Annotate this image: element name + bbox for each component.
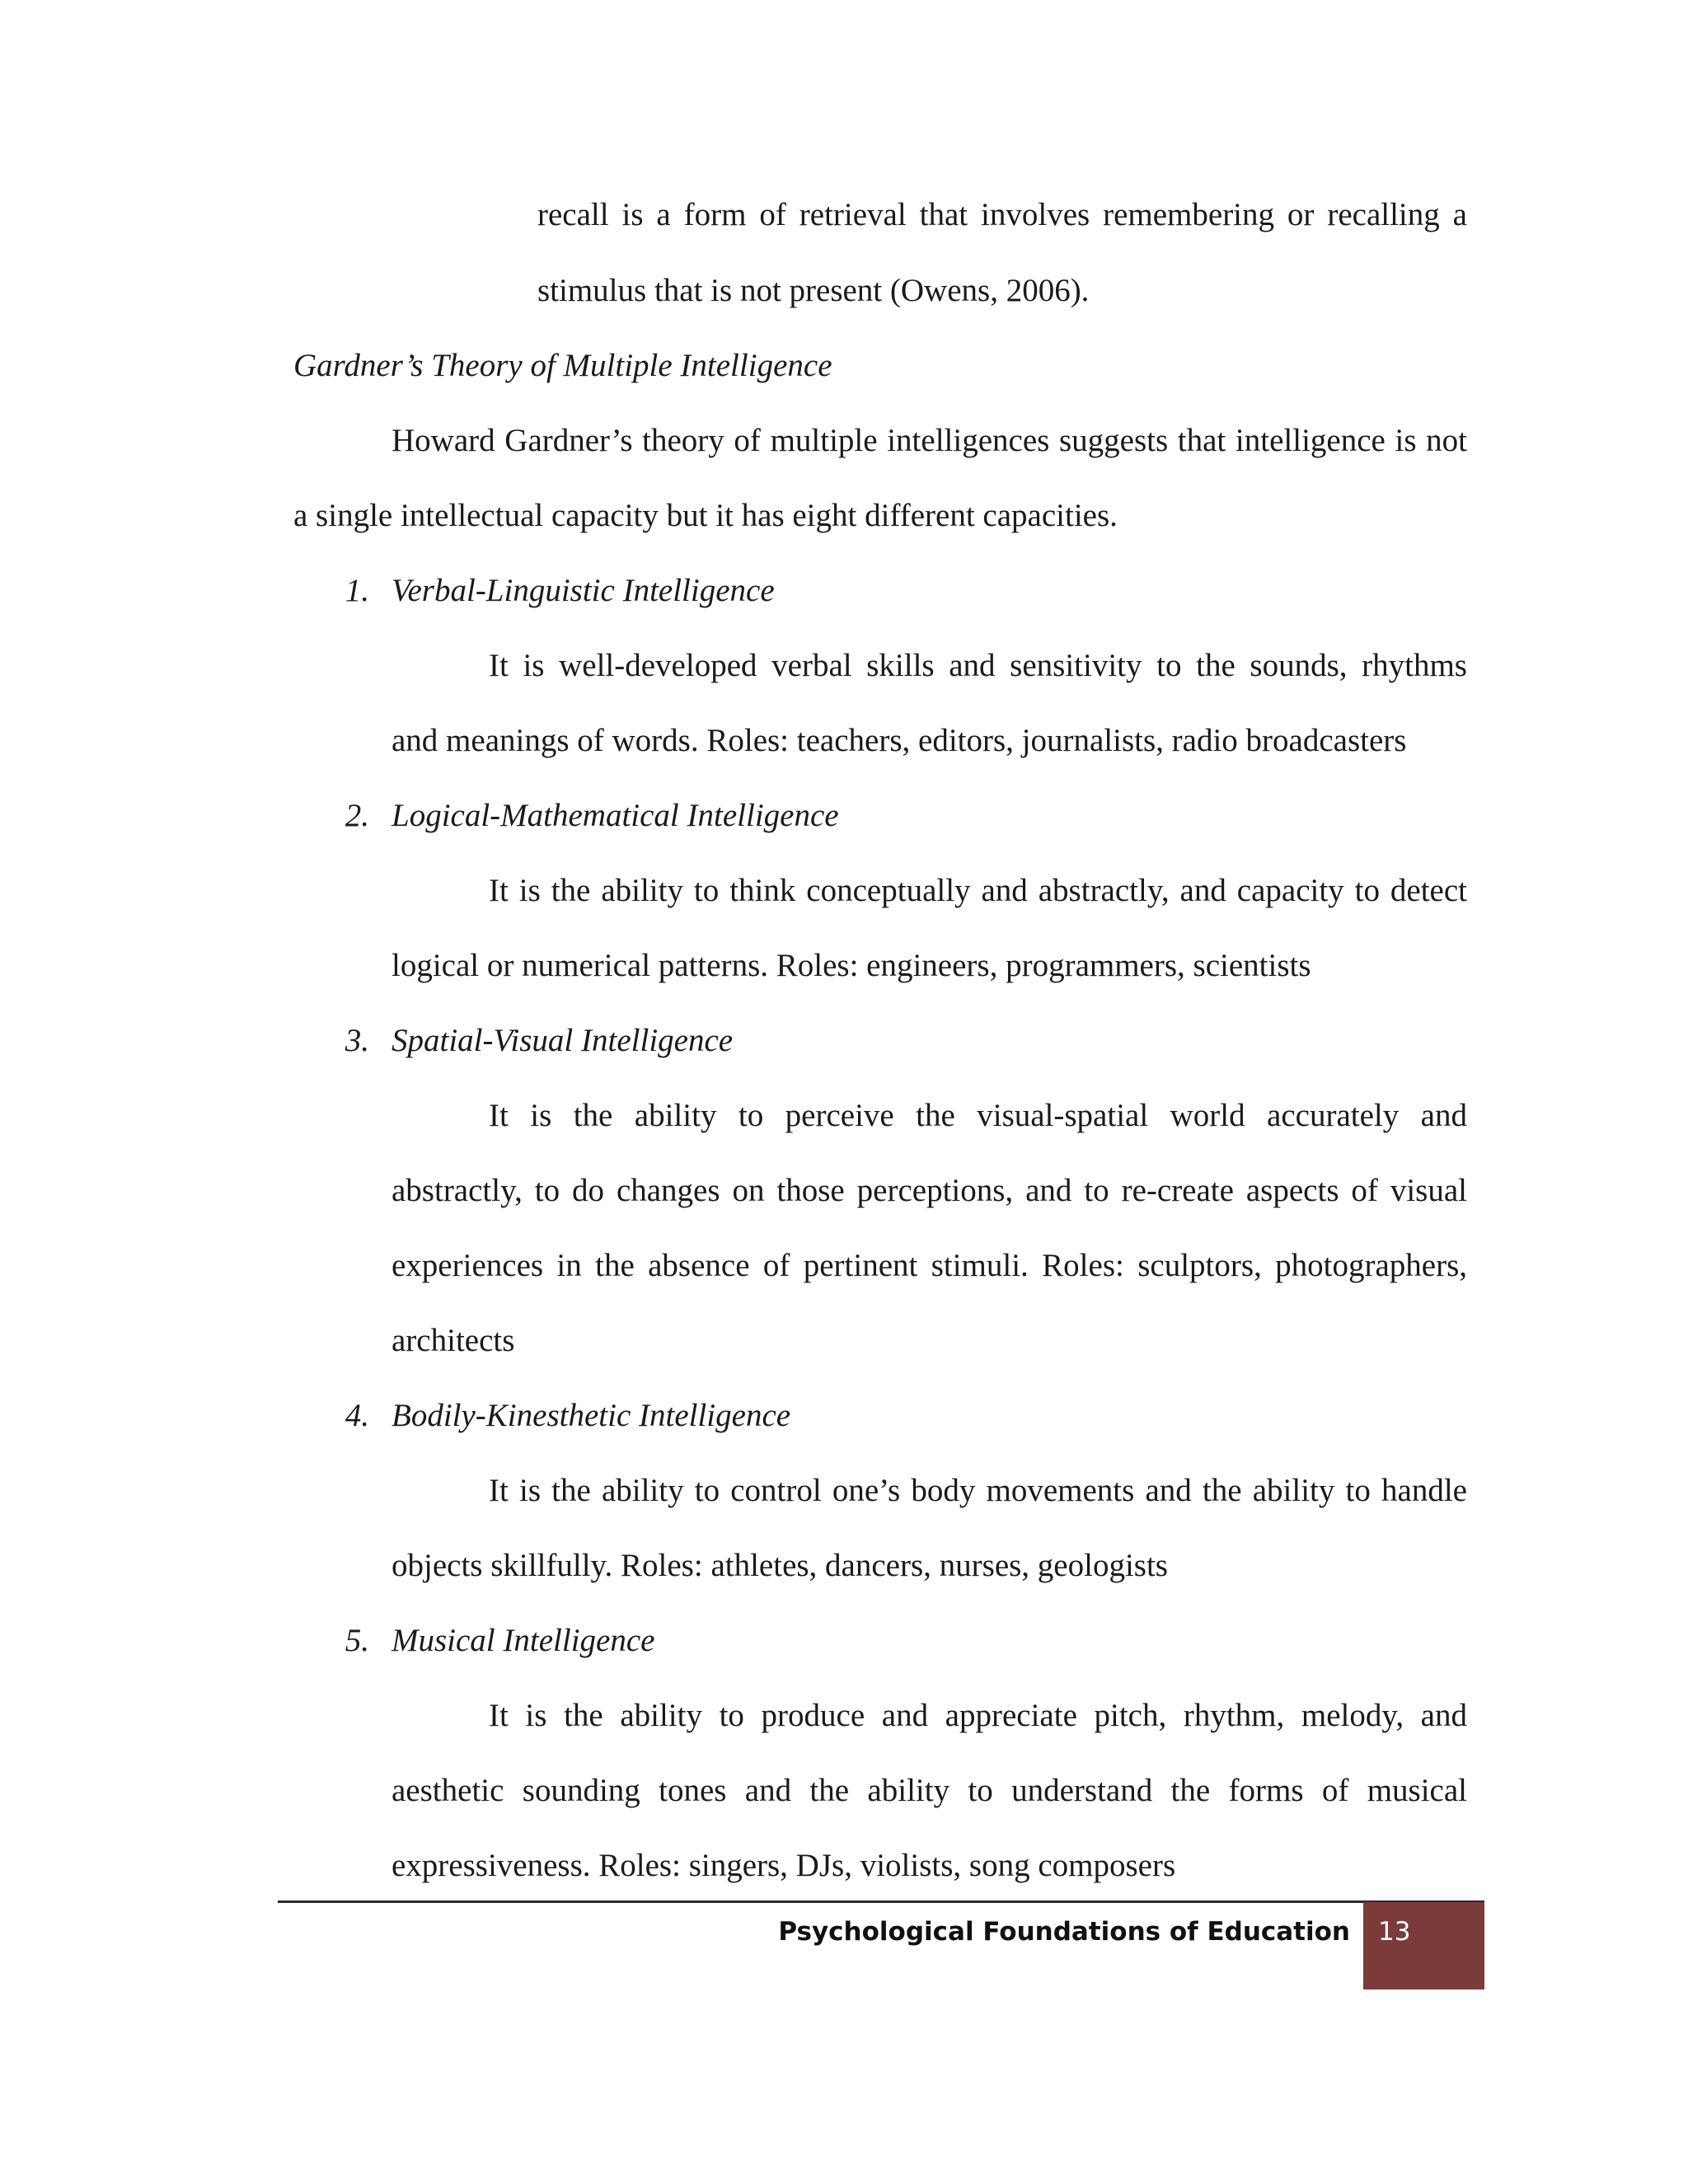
- intro-line-1: Howard Gardner’s theory of multiple intelligences suggests that intelligence is not: [392, 423, 1467, 458]
- list-item-text: It is well-developed verbal skills and sensitivity to the sounds, rhythms: [489, 648, 1467, 683]
- list-item-number: 2.: [345, 798, 369, 833]
- list-item-text: objects skillfully. Roles: athletes, dancers, nurses, geologists: [392, 1548, 1168, 1583]
- list-item-title: Musical Intelligence: [392, 1623, 655, 1658]
- list-item-text: expressiveness. Roles: singers, DJs, violists, song composers: [392, 1848, 1176, 1883]
- intro-line-2: a single intellectual capacity but it has eight different capacities.: [293, 498, 1118, 533]
- list-item-text: It is the ability to think conceptually and abstractly, and capacity to detect: [489, 873, 1467, 908]
- page-number-badge: [1363, 1902, 1484, 1990]
- list-item-text: logical or numerical patterns. Roles: engineers, programmers, scientists: [392, 948, 1311, 983]
- list-item-number: 1.: [345, 573, 369, 608]
- list-item-text: It is the ability to control one’s body movements and the ability to handle: [489, 1473, 1467, 1508]
- footer-rule: [278, 1900, 1484, 1903]
- list-item-number: 3.: [345, 1023, 369, 1058]
- list-item-number: 5.: [345, 1623, 369, 1658]
- list-item-text: architects: [392, 1323, 515, 1358]
- list-item-title: Logical-Mathematical Intelligence: [392, 798, 839, 833]
- list-item-title: Spatial-Visual Intelligence: [392, 1023, 734, 1058]
- page-number: 13: [1378, 1917, 1411, 1947]
- recall-line-2: stimulus that is not present (Owens, 2006).: [537, 273, 1090, 308]
- list-item-text: experiences in the absence of pertinent stimuli. Roles: sculptors, photographers,: [392, 1248, 1467, 1283]
- section-heading: Gardner’s Theory of Multiple Intelligence: [293, 348, 832, 383]
- list-item-text: abstractly, to do changes on those perceptions, and to re-create aspects of visual: [392, 1173, 1467, 1208]
- recall-line-1: recall is a form of retrieval that involves remembering or recalling a: [537, 197, 1467, 232]
- list-item-title: Bodily-Kinesthetic Intelligence: [392, 1398, 791, 1433]
- list-item-text: It is the ability to perceive the visual-spatial world accurately and: [489, 1098, 1467, 1133]
- list-item-number: 4.: [345, 1398, 369, 1433]
- list-item-text: It is the ability to produce and appreciate pitch, rhythm, melody, and: [489, 1698, 1467, 1733]
- footer-title: Psychological Foundations of Education: [778, 1917, 1350, 1947]
- list-item-text: and meanings of words. Roles: teachers, editors, journalists, radio broadcasters: [392, 723, 1407, 758]
- list-item-text: aesthetic sounding tones and the ability to understand the forms of musical: [392, 1773, 1467, 1808]
- list-item-title: Verbal-Linguistic Intelligence: [392, 573, 775, 608]
